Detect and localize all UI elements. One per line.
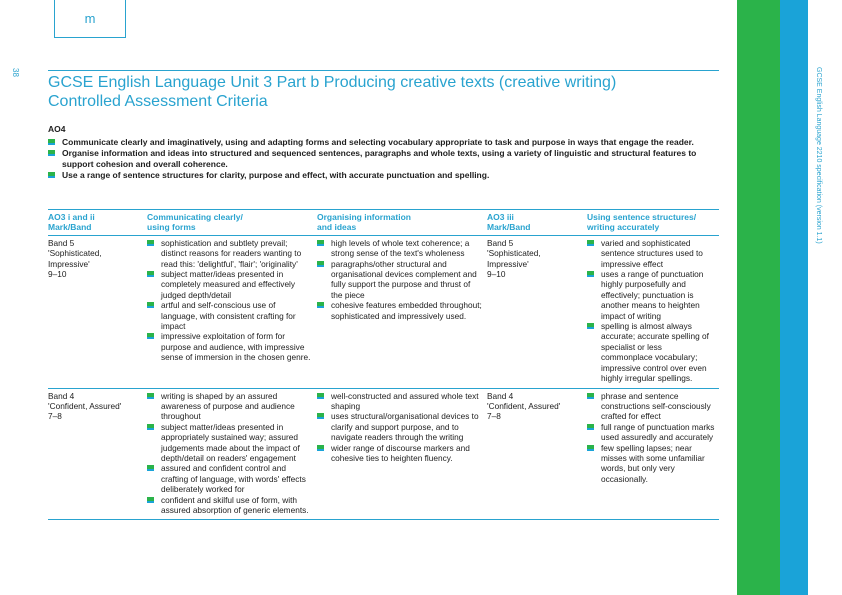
- ao4-criterion: Organise information and ideas into structured and sequenced sentences, paragraphs and whole texts, using a variety of linguistic and structural features to support cohesion and overall coherence.: [48, 148, 728, 170]
- sentences-cell: [587, 238, 719, 384]
- bullet-icon: [587, 445, 594, 451]
- list-item: high levels of whole text coherence; a strong sense of the text's wholeness: [317, 238, 483, 259]
- header-ao3-iii-mark-band: AO3 iii Mark/Band: [487, 212, 531, 233]
- bullet-icon: [587, 323, 594, 329]
- bullet-icon: [48, 172, 55, 178]
- sentences-cell: [587, 391, 719, 516]
- list-item: spelling is almost always accurate; accurate spelling of specialist or less commonplace vocabulary; impressive control over even highly irregular spellings.: [587, 321, 715, 383]
- section-tab: [54, 0, 126, 38]
- table-row: [48, 389, 719, 521]
- criteria-table: [48, 209, 719, 520]
- list-item: full range of punctuation marks used assuredly and accurately: [587, 422, 715, 443]
- list-item: impressive exploitation of form for purpose and audience, with impressive sense of immersion in the chosen genre.: [147, 331, 313, 362]
- communicating-cell: [147, 238, 317, 384]
- communicating-cell: [147, 391, 317, 516]
- list-item: sophistication and subtlety prevail; distinct reasons for readers wanting to read this: 'delightful', 'flair'; 'originality': [147, 238, 313, 269]
- band-cell: Band 4 'Confident, Assured' 7–8: [48, 390, 122, 422]
- list-item: well-constructed and assured whole text shaping: [317, 391, 483, 412]
- header-organising: Organising information and ideas: [317, 212, 411, 233]
- bullet-icon: [147, 271, 154, 277]
- spec-side-text: GCSE English Language 2210 specification (version 1.1): [815, 67, 822, 244]
- bullet-icon: [147, 393, 154, 399]
- title-line-1: GCSE English Language Unit 3 Part b Producing creative texts (creative writing): [48, 74, 617, 91]
- list-item: phrase and sentence constructions self-consciously crafted for effect: [587, 391, 715, 422]
- bullet-icon: [587, 424, 594, 430]
- list-item: artful and self-conscious use of language, with consistent crafting for impact: [147, 300, 313, 331]
- list-item: assured and confident control and crafting of language, with words' effects deliberately worked for: [147, 463, 313, 494]
- header-communicating: Communicating clearly/ using forms: [147, 212, 243, 233]
- band-cell: Band 4 'Confident, Assured' 7–8: [487, 390, 561, 422]
- bullet-icon: [587, 240, 594, 246]
- list-item: varied and sophisticated sentence structures used to impressive effect: [587, 238, 715, 269]
- list-item: subject matter/ideas presented in appropriately sustained way; assured judgements made about the impact of depth/detail on readers' engagement: [147, 422, 313, 464]
- bullet-icon: [317, 413, 324, 419]
- bullet-icon: [587, 271, 594, 277]
- organising-cell: [317, 391, 487, 516]
- bullet-icon: [317, 445, 324, 451]
- side-bar-blue: [780, 0, 808, 595]
- band-cell: Band 5 'Sophisticated, Impressive' 9–10: [487, 237, 541, 280]
- bullet-icon: [587, 393, 594, 399]
- page-title: [48, 73, 718, 111]
- header-sentence-structures: Using sentence structures/ writing accurately: [587, 212, 697, 233]
- bullet-icon: [147, 497, 154, 503]
- ao4-section: [48, 124, 728, 181]
- bullet-icon: [317, 393, 324, 399]
- side-bar-green: [737, 0, 780, 595]
- band-cell: Band 5 'Sophisticated, Impressive' 9–10: [48, 237, 102, 280]
- top-rule: [48, 70, 719, 71]
- list-item: uses a range of punctuation highly purposefully and effectively; punctuation is another means to heighten impact of writing: [587, 269, 715, 321]
- list-item: writing is shaped by an assured awareness of purpose and audience throughout: [147, 391, 313, 422]
- bullet-icon: [147, 240, 154, 246]
- title-line-2: Controlled Assessment Criteria: [48, 93, 268, 110]
- bullet-icon: [147, 333, 154, 339]
- list-item: confident and skilful use of form, with assured absorption of generic elements.: [147, 495, 313, 516]
- list-item: paragraphs/other structural and organisational devices complement and fully support the purpose and thrust of the piece: [317, 259, 483, 301]
- bullet-icon: [48, 150, 55, 156]
- header-ao3-mark-band: AO3 i and ii Mark/Band: [48, 212, 95, 233]
- list-item: cohesive features embedded throughout; sophisticated and impressively used.: [317, 300, 483, 321]
- table-row: [48, 236, 719, 389]
- list-item: uses structural/organisational devices to clarify and support purpose, and to navigate readers through the writing: [317, 411, 483, 442]
- ao4-criterion: Communicate clearly and imaginatively, using and adapting forms and selecting vocabulary appropriate to task and purpose in ways that engage the reader.: [48, 137, 728, 148]
- section-tab-label: m: [84, 11, 96, 26]
- organising-cell: [317, 238, 487, 384]
- bullet-icon: [147, 424, 154, 430]
- bullet-icon: [317, 302, 324, 308]
- ao4-heading: AO4: [48, 124, 66, 134]
- bullet-icon: [147, 465, 154, 471]
- page-number: 38: [11, 68, 20, 77]
- ao4-criterion: Use a range of sentence structures for clarity, purpose and effect, with accurate punctuation and spelling.: [48, 170, 728, 181]
- bullet-icon: [317, 261, 324, 267]
- table-header: [48, 210, 719, 236]
- bullet-icon: [317, 240, 324, 246]
- bullet-icon: [48, 139, 55, 145]
- list-item: few spelling lapses; near misses with some unfamiliar words, but only very occasionally.: [587, 443, 715, 485]
- list-item: subject matter/ideas presented in completely measured and effectively judged depth/detail: [147, 269, 313, 300]
- list-item: wider range of discourse markers and cohesive ties to heighten fluency.: [317, 443, 483, 464]
- bullet-icon: [147, 302, 154, 308]
